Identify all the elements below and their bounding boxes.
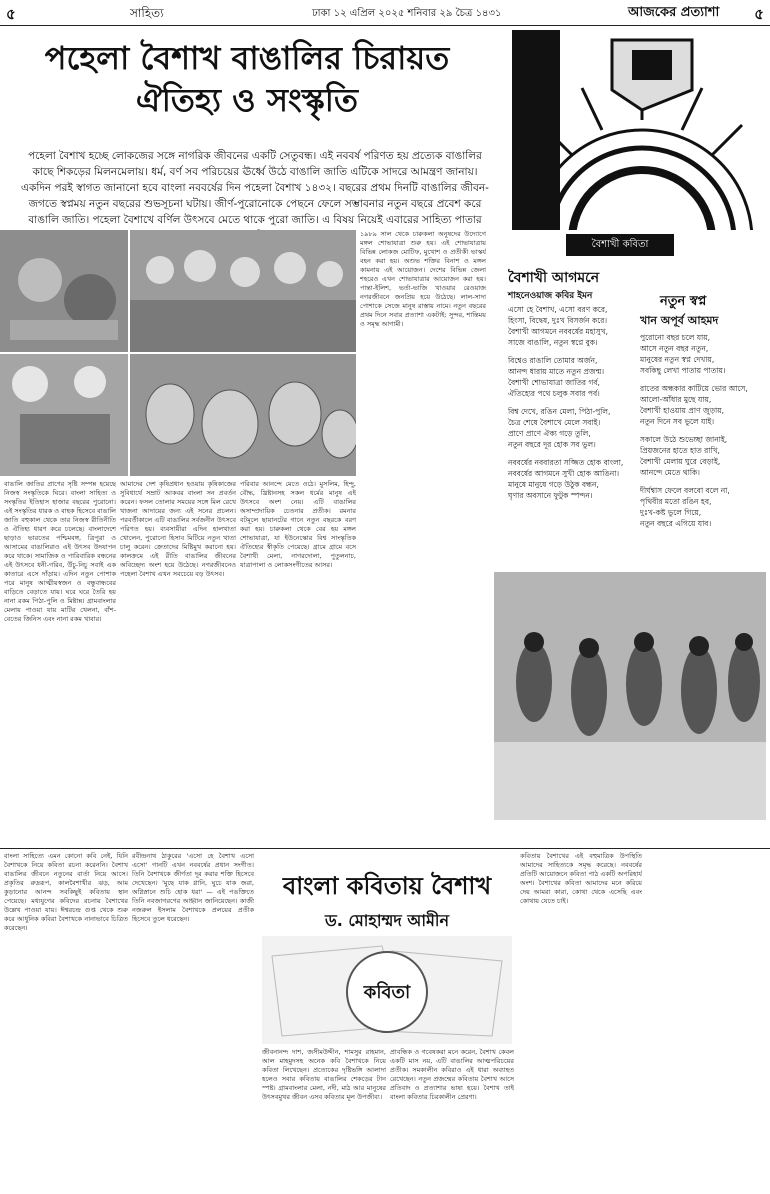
decorative-art <box>492 30 762 230</box>
stanza <box>640 332 764 376</box>
poem-line: চৈত্র শেষে বৈশাখে মেলে সবাই। <box>508 418 601 427</box>
poem-line: বিশ্ব দেখে, রঙিন মেলা, পিঠা-পুলি, <box>508 407 611 416</box>
poem-line: হিংসা, বিদ্বেষ, দুঃখ বিসর্জন করে। <box>508 316 608 325</box>
main-title-line1: পহেলা বৈশাখ বাঙালির চিরায়ত <box>44 39 450 77</box>
poem-line: বিশ্বেও রাঙালি তোমার অর্জন, <box>508 356 598 365</box>
poem-line: আনন্দে মেতে থাকি। <box>640 468 700 477</box>
poem-line: মানুষে মানুষে গড়ে উঠুক বন্ধন, <box>508 480 599 489</box>
poem-line: পৃথিবীর মতো রঙিন হব, <box>640 497 712 506</box>
photo-market-stalls <box>130 230 356 352</box>
section-tag: বৈশাখী কবিতা <box>566 234 674 256</box>
poem2-title: নতুন স্বপ্ন <box>660 294 707 309</box>
feature2-image-text: কবিতা <box>363 982 411 1003</box>
photo-handicrafts <box>0 354 128 476</box>
poem-line: ঘৃণার অবসানে ফুটুক স্পন্দন। <box>508 491 593 500</box>
issue-date: ঢাকা ১২ এপ্রিল ২০২৫ শনিবার ২৯ চৈত্র ১৪৩১ <box>312 8 502 19</box>
poem-line: সবকিছু লেখা পাতায় পাতায়। <box>640 366 726 375</box>
poem-line: দীর্ঘশ্বাস ফেলে বলবো বলে না, <box>640 486 730 495</box>
poem-line: দুঃখ-কষ্ট ভুলে গিয়ে, <box>640 508 702 517</box>
poem-line: বৈশাখী শোভাযাত্রা জাতির গর্ব, <box>508 378 600 387</box>
poem2-author: খান অপূর্ব আহমদ <box>640 314 719 327</box>
article-col-1: বাঙালি জাতির প্রাণের সৃষ্টি সম্পন্ন হয়েছে নিজস্ব সংস্কৃতিকে ঘিরে। বাংলা সাহিত্য ও সংস্কৃতির ইতিহাস হাজার বছরের পুরোনো। এই সংস্কৃতির ধারক ও বাহক হিসেবে বাঙালি জাতি বহুকাল থেকে তার নিজস্ব রীতিনীতি ও ঐতিহ্য ধারণ করে চলেছে। বাংলাদেশে ছাড়াও ভারতের পশ্চিমবঙ্গ, ত্রিপুরা ও আসামের বাঙালিরাও এই উৎসব উদযাপন করে থাকে। সামাজিক ও পারিবারিক বন্ধনের এই উৎসবে ধনী-গরিব, উঁচু-নিচু সবাই এক কাতারে এসে দাঁড়ায়। এদিন নতুন পোশাক পরে মানুষ আত্মীয়স্বজন ও বন্ধুবান্ধবের বাড়িতে বেড়াতে যায়। ঘরে ঘরে তৈরি হয় নানা রকম পিঠা-পুলি ও মিষ্টান্ন। গ্রামবাংলার মেলায় পাওয়া যায় মাটির খেলনা, বাঁশ-বেতের জিনিস এবং নানা রকম খাবার। <box>4 480 116 623</box>
photo-women-water <box>494 572 766 820</box>
article-col-2: আমাদের দেশ কৃষিপ্রধান হওয়ায় কৃষিকাজের সুবিধার্থে সম্রাট আকবর বাংলা সন প্রবর্তন করেন। ফসল তোলার সময়ের সঙ্গে মিল রেখে খাজনা আদায়ের জন্য এই সনের প্রচলন। পরবর্তীকালে এটি বাঙালির সর্বজনীন উৎসবে পরিণত হয়। ব্যবসায়ীরা এদিন হালখাতা খোলেন, পুরোনো হিসাব মিটিয়ে নতুন খাতা চালু করেন। ক্রেতাদের মিষ্টিমুখ করানো হয়। কালক্রমে এই রীতি বাঙালির জীবনের অবিচ্ছেদ্য অংশ হয়ে উঠেছে। নগরজীবনেও পহেলা বৈশাখ এখন সবচেয়ে বড় উৎসব। <box>120 480 236 578</box>
poem-line: সাজে বাঙালি, নতুন স্বপ্নে বুক। <box>508 338 598 347</box>
bottom-col-2: রবীন্দ্রনাথ ঠাকুরের 'এসো হে বৈশাখ এসো এসো' গানটি এখন নববর্ষের প্রধান সংগীত। তিনি বৈশাখকে জীর্ণতা দূর করার শক্তি হিসেবে দেখেছেন। 'মুছে যাক গ্লানি, ঘুচে যাক জরা, অগ্নিস্নানে শুচি হোক ধরা' — এই পঙক্তিতে তিনি নবজাগরণের আহ্বান জানিয়েছেন। কাজী নজরুল ইসলাম বৈশাখকে প্রলয়ের প্রতীক হিসেবে তুলে ধরেছেন। <box>132 852 254 923</box>
feature2-illustration <box>262 936 512 1044</box>
poem-line: নতুন দিনে সব ভুলে যাই। <box>640 417 715 426</box>
poem-line: সকালে উঠে শুভেচ্ছা জানাই, <box>640 435 728 444</box>
newspaper-logo: আজকের প্রত্যাশা <box>628 5 720 20</box>
poem-line: বৈশাখী মেলায় ঘুরে বেড়াই, <box>640 457 721 466</box>
bottom-col-1: বাংলা সাহিত্যে এমন কোনো কবি নেই, যিনি বৈশাখকে নিয়ে কবিতা রচনা করেননি। বৈশাখ বাঙালির জীবনে নতুনের বার্তা নিয়ে আসে। প্রকৃতির রুদ্ররূপ, কালবৈশাখীর ঝড়, আম কুড়ানোর আনন্দ সবকিছুই কবিতায় স্থান পেয়েছে। মধ্যযুগের কবিদের রচনায় বৈশাখের উল্লেখ পাওয়া যায়। ঈশ্বরচন্দ্র গুপ্ত থেকে শুরু করে আধুনিক কবিরা বৈশাখকে নানাভাবে চিত্রিত করেছেন। <box>4 852 128 932</box>
poem-line: আসে নতুন বছর নতুন, <box>640 344 709 353</box>
lead-paragraph: পহেলা বৈশাখ হচ্ছে লোকজের সঙ্গে নাগরিক জীবনের একটি সেতুবন্ধ। এই নববর্ষ পরিণত হয় প্রত্যেক বাঙালির কাছে শিকড়ের মিলনমেলায়। ধর্ম, বর্ণ সব পরিচয়ের ঊর্ধ্বে উঠে বাঙালি জাতি এটিকে সাদরে আমন্ত্রণ জানায়। একদিন পরই স্বাগত জানানো হবে বাংলা নববর্ষের দিন পহেলা বৈশাখ ১৪৩২। বছরের প্রথম দিনটি বাঙালির জীবন-জগতে স্বপ্নময় নতুন বছরের শুভসূচনা ঘটায়। জীর্ণ-পুরোনোকে পেছনে ফেলে সম্ভাবনার নতুন বছরে প্রবেশ করে বাঙালি জাতি। পহেলা বৈশাখে বর্ণিল উৎসবে মেতে থাকে পুরো জাতি। এ বিষয় নিয়েই এবারের সাহিত্য পাতার <box>21 150 489 226</box>
poem1-body <box>508 304 632 508</box>
poem-line: নববর্ষের আগমনে সুখী হোক আঙিনা। <box>508 469 620 478</box>
poem-line: এসো হে বৈশাখ, এসো বরণ করে, <box>508 305 608 314</box>
poem-line: রাতের অন্ধকার কাটিয়ে ভোর আসে, <box>640 384 748 393</box>
bottom-col-4: প্রাবন্ধিক ও গবেষকরা মনে করেন, বৈশাখ কেবল একটি মাস নয়, এটি বাঙালির আত্মপরিচয়ের প্রতীক। সমকালীন কবিরাও এই ধারা অব্যাহত রেখেছেন। নতুন প্রজন্মের কবিতায় বৈশাখ আসে প্রতিবাদ ও প্রত্যাশার ভাষা হয়ে। বৈশাখ তাই বাংলা কবিতার চিরকালীন প্রেরণা। <box>390 1048 514 1101</box>
poem-line: নতুন বছরে দূর হোক সব ভুল। <box>508 440 596 449</box>
poem-line: প্রাণে প্রাণে ঐক্য গড়ে তুলি, <box>508 429 591 438</box>
poem2-body <box>640 332 764 536</box>
poem-line: আলো-আঁধার মুছে যায়, <box>640 395 712 404</box>
poem-line: বৈশাখী আগমনে নববর্ষের মহাসুখ, <box>508 327 609 336</box>
page-number: ৫ <box>6 5 16 23</box>
stanza <box>508 355 632 399</box>
photo-pottery-art <box>0 230 128 352</box>
stanza <box>640 485 764 529</box>
section-divider <box>0 848 770 849</box>
stanza <box>508 406 632 450</box>
poem-line: পুরোনো বছর চলে যায়, <box>640 333 711 342</box>
poem-line: মানুষের নতুন স্বপ্ন দেখায়, <box>640 355 715 364</box>
page-header <box>0 0 770 26</box>
stanza <box>508 457 632 501</box>
poem1-title: বৈশাখী আগমনে <box>508 270 600 286</box>
main-title <box>12 38 482 121</box>
poem-line: ঐতিহ্যের পথে চলুক সবার পর্ব। <box>508 389 600 398</box>
article-col-4: ১৯৮৯ সাল থেকে চারুকলা অনুষদের উদ্যোগে মঙ্গল শোভাযাত্রা শুরু হয়। এই শোভাযাত্রায় বিভিন্ন লোকজ মোটিফ, মুখোশ ও প্রতীকী ভাস্কর্য বহন করা হয়। অশুভ শক্তির বিনাশ ও মঙ্গল কামনায় এই আয়োজন। দেশের বিভিন্ন জেলা শহরেও এখন শোভাযাত্রার আয়োজন করা হয়। পান্তা-ইলিশ, ভর্তা-ভাজি খাওয়ার রেওয়াজ নগরজীবনে জনপ্রিয় হয়ে উঠেছে। লাল-সাদা পোশাকে সেজে মানুষ রাস্তায় নামে। নতুন বছরের প্রথম দিনে সবার প্রত্যাশা একটাই: সুন্দর, শান্তিময় ও সমৃদ্ধ আগামী। <box>360 230 486 328</box>
poem-line: নতুন বছরে এগিয়ে যাব। <box>640 519 712 528</box>
poem-line: আনন্দ ধারায় মাতে নতুন প্রজন্ম। <box>508 367 605 376</box>
feature2-author: ড. মোহাম্মদ আমীন <box>324 911 450 930</box>
photo-clay-pots <box>130 354 356 476</box>
bottom-col-3: জীবনানন্দ দাশ, জসীমউদ্দীন, শামসুর রাহমান, আল মাহমুদসহ অনেক কবি বৈশাখকে নিয়ে কবিতা লিখেছেন। প্রত্যেকের দৃষ্টিভঙ্গি আলাদা হলেও সবার কবিতায় বাঙালির শেকড়ের টান স্পষ্ট। গ্রামবাংলার মেলা, নদী, মাঠ আর মানুষের উৎসবমুখর জীবন এসব কবিতার মূল উপজীব্য। <box>262 1048 386 1101</box>
poem1-author: শাহনেওয়াজ কবির ইমন <box>508 291 593 301</box>
article-col-3: পরিবার আনন্দে মেতে ওঠে। মুসলিম, হিন্দু, বৌদ্ধ, খ্রিষ্টানসহ সকল ধর্মের মানুষ এই উৎসবে অংশ নেয়। এটি বাঙালির অসাম্প্রদায়িক চেতনার প্রতীক। রমনার বটমূলে ছায়ানটের গানে নতুন বছরকে বরণ করা হয়। চারুকলা থেকে বের হয় মঙ্গল শোভাযাত্রা, যা ইউনেস্কোর বিশ্ব সাংস্কৃতিক ঐতিহ্যের স্বীকৃতি পেয়েছে। গ্রামে গ্রামে বসে বৈশাখী মেলা, নাগরদোলা, পুতুলনাচ, যাত্রাপালা ও লোকসংগীতের আসর। <box>240 480 356 569</box>
page-number-right: ৫ <box>754 5 764 23</box>
poem-line: প্রিয়জনের হাতে হাত রাখি, <box>640 446 720 455</box>
section-name: সাহিত্য <box>130 6 164 20</box>
feature2-title: বাংলা কবিতায় বৈশাখ <box>282 872 492 900</box>
poem-line: বৈশাখী হাওয়ায় প্রাণ জুড়ায়, <box>640 406 725 415</box>
stanza <box>640 434 764 478</box>
main-title-line2: ঐতিহ্য ও সংস্কৃতি <box>136 80 358 119</box>
stanza <box>640 383 764 427</box>
stanza <box>508 304 632 348</box>
poem-line: নববর্ষের নববারতা সজ্জিত হোক বাংলা, <box>508 458 624 467</box>
bottom-col-5: কবিতায় বৈশাখের এই বহুমাত্রিক উপস্থিতি আমাদের সাহিত্যকে সমৃদ্ধ করেছে। নববর্ষের প্রতিটি আয়োজনে কবিতা পাঠ একটি অপরিহার্য অংশ। বৈশাখের কবিতা আমাদের মনে করিয়ে দেয় আমরা কারা, কোথা থেকে এসেছি এবং কোথায় যেতে চাই। <box>520 852 642 905</box>
